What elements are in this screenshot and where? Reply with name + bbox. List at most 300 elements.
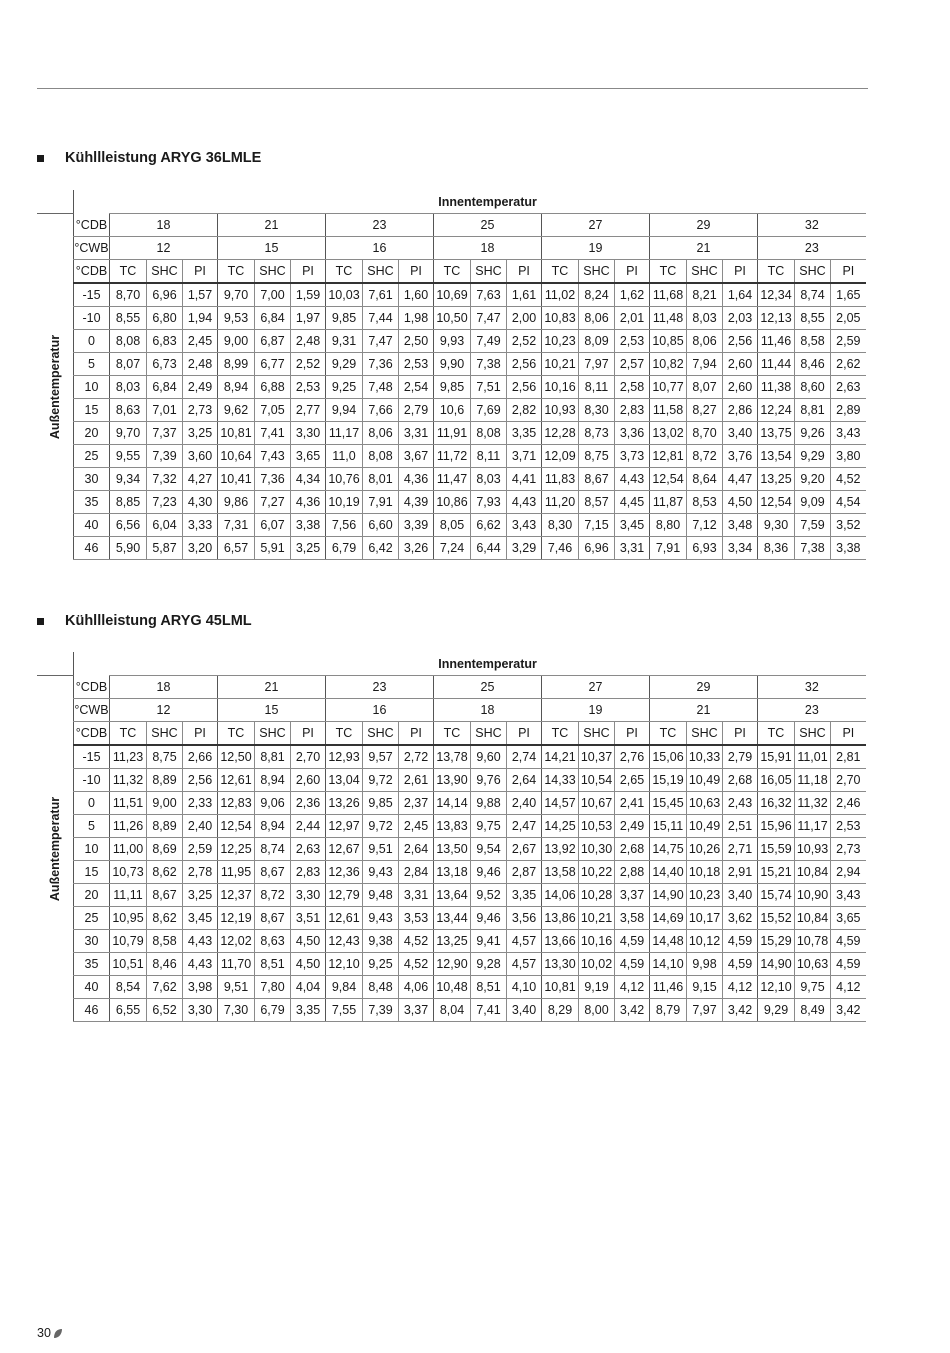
value-cell: 3,39 [399, 514, 434, 537]
value-cell: 8,58 [147, 930, 183, 953]
value-cell: 11,48 [650, 307, 687, 330]
value-cell: 2,57 [615, 353, 650, 376]
outdoor-temperature-cell: -10 [74, 769, 110, 792]
value-cell: 2,82 [507, 399, 542, 422]
value-cell: 8,06 [579, 307, 615, 330]
value-cell: 5,90 [110, 537, 147, 560]
value-cell: 9,98 [687, 953, 723, 976]
value-cell: 6,83 [147, 330, 183, 353]
value-cell: 3,25 [183, 422, 218, 445]
value-cell: 3,53 [399, 907, 434, 930]
value-cell: 10,49 [687, 769, 723, 792]
value-cell: 8,63 [255, 930, 291, 953]
cdb-label: °CDB [74, 260, 110, 284]
column-header-row [74, 722, 866, 746]
value-cell: 10,28 [579, 884, 615, 907]
value-cell: 2,63 [291, 838, 326, 861]
value-cell: 9,88 [471, 792, 507, 815]
value-cell: 9,55 [110, 445, 147, 468]
value-cell: 4,52 [831, 468, 866, 491]
value-cell: 8,49 [795, 999, 831, 1022]
cdb-value: 27 [542, 214, 650, 237]
value-cell: 15,06 [650, 745, 687, 769]
value-cell: 12,02 [218, 930, 255, 953]
column-header-tc: TC [110, 722, 147, 746]
value-cell: 2,56 [507, 376, 542, 399]
value-cell: 7,43 [255, 445, 291, 468]
value-cell: 3,56 [507, 907, 542, 930]
table-row [74, 283, 866, 307]
value-cell: 2,53 [399, 353, 434, 376]
column-header-pi: PI [831, 260, 866, 284]
value-cell: 13,04 [326, 769, 363, 792]
value-cell: 15,19 [650, 769, 687, 792]
value-cell: 9,75 [471, 815, 507, 838]
value-cell: 9,48 [363, 884, 399, 907]
value-cell: 9,41 [471, 930, 507, 953]
value-cell: 7,30 [218, 999, 255, 1022]
value-cell: 3,29 [507, 537, 542, 560]
value-cell: 9,46 [471, 907, 507, 930]
value-cell: 3,31 [615, 537, 650, 560]
table-row [74, 445, 866, 468]
value-cell: 3,30 [291, 884, 326, 907]
value-cell: 11,68 [650, 283, 687, 307]
value-cell: 2,72 [399, 745, 434, 769]
value-cell: 10,76 [326, 468, 363, 491]
cdb-label: °CDB [74, 722, 110, 746]
value-cell: 10,67 [579, 792, 615, 815]
table-2-title: Kühllleistung ARYG 45LML [65, 613, 252, 629]
value-cell: 2,87 [507, 861, 542, 884]
outdoor-temperature-cell: 40 [74, 976, 110, 999]
value-cell: 8,01 [363, 468, 399, 491]
value-cell: 12,93 [326, 745, 363, 769]
value-cell: 15,45 [650, 792, 687, 815]
value-cell: 2,40 [183, 815, 218, 838]
value-cell: 10,30 [579, 838, 615, 861]
value-cell: 13,25 [434, 930, 471, 953]
value-cell: 2,60 [291, 769, 326, 792]
value-cell: 10,50 [434, 307, 471, 330]
value-cell: 10,77 [650, 376, 687, 399]
value-cell: 8,81 [795, 399, 831, 422]
value-cell: 2,66 [183, 745, 218, 769]
table-row [74, 930, 866, 953]
cdb-value: 25 [434, 214, 542, 237]
value-cell: 14,69 [650, 907, 687, 930]
value-cell: 7,39 [147, 445, 183, 468]
value-cell: 11,01 [795, 745, 831, 769]
value-cell: 14,14 [434, 792, 471, 815]
value-cell: 8,06 [687, 330, 723, 353]
value-cell: 12,25 [218, 838, 255, 861]
value-cell: 11,44 [758, 353, 795, 376]
value-cell: 11,26 [110, 815, 147, 838]
value-cell: 9,43 [363, 861, 399, 884]
value-cell: 8,74 [255, 838, 291, 861]
value-cell: 3,65 [291, 445, 326, 468]
value-cell: 2,48 [183, 353, 218, 376]
table-row [74, 976, 866, 999]
value-cell: 8,08 [110, 330, 147, 353]
value-cell: 10,22 [579, 861, 615, 884]
value-cell: 10,16 [542, 376, 579, 399]
value-cell: 3,31 [399, 422, 434, 445]
value-cell: 2,53 [831, 815, 866, 838]
value-cell: 1,62 [615, 283, 650, 307]
value-cell: 3,48 [723, 514, 758, 537]
table-row [74, 792, 866, 815]
value-cell: 4,59 [831, 953, 866, 976]
outdoor-temperature-cell: 30 [74, 930, 110, 953]
value-cell: 12,19 [218, 907, 255, 930]
value-cell: 7,05 [255, 399, 291, 422]
value-cell: 8,67 [255, 907, 291, 930]
value-cell: 13,30 [542, 953, 579, 976]
value-cell: 14,40 [650, 861, 687, 884]
cwb-value: 16 [326, 237, 434, 260]
value-cell: 4,10 [507, 976, 542, 999]
value-cell: 7,51 [471, 376, 507, 399]
value-cell: 9,30 [758, 514, 795, 537]
value-cell: 9,76 [471, 769, 507, 792]
outdoor-temperature-cell: 35 [74, 953, 110, 976]
value-cell: 9,06 [255, 792, 291, 815]
value-cell: 2,81 [831, 745, 866, 769]
value-cell: 8,30 [542, 514, 579, 537]
value-cell: 8,89 [147, 769, 183, 792]
value-cell: 11,91 [434, 422, 471, 445]
value-cell: 4,06 [399, 976, 434, 999]
column-header-tc: TC [218, 722, 255, 746]
value-cell: 2,71 [723, 838, 758, 861]
value-cell: 7,69 [471, 399, 507, 422]
value-cell: 3,80 [831, 445, 866, 468]
value-cell: 2,41 [615, 792, 650, 815]
indoor-temperature-header: Innentemperatur [110, 190, 866, 214]
cwb-value: 23 [758, 699, 866, 722]
value-cell: 8,55 [110, 307, 147, 330]
value-cell: 7,63 [471, 283, 507, 307]
value-cell: 13,78 [434, 745, 471, 769]
value-cell: 5,87 [147, 537, 183, 560]
value-cell: 12,54 [218, 815, 255, 838]
value-cell: 2,58 [615, 376, 650, 399]
value-cell: 4,04 [291, 976, 326, 999]
value-cell: 8,36 [758, 537, 795, 560]
value-cell: 9,54 [471, 838, 507, 861]
value-cell: 9,38 [363, 930, 399, 953]
value-cell: 3,42 [615, 999, 650, 1022]
value-cell: 7,36 [363, 353, 399, 376]
value-cell: 2,59 [831, 330, 866, 353]
page-number: 30 [37, 1326, 51, 1340]
value-cell: 2,64 [507, 769, 542, 792]
value-cell: 8,07 [687, 376, 723, 399]
outdoor-temperature-cell: 10 [74, 838, 110, 861]
value-cell: 4,43 [615, 468, 650, 491]
value-cell: 7,93 [471, 491, 507, 514]
value-cell: 10,6 [434, 399, 471, 422]
value-cell: 2,84 [399, 861, 434, 884]
value-cell: 3,42 [831, 999, 866, 1022]
value-cell: 10,90 [795, 884, 831, 907]
column-header-pi: PI [291, 260, 326, 284]
value-cell: 2,45 [183, 330, 218, 353]
outdoor-temperature-cell: 5 [74, 815, 110, 838]
value-cell: 8,04 [434, 999, 471, 1022]
value-cell: 13,64 [434, 884, 471, 907]
table-row [74, 884, 866, 907]
column-header-shc: SHC [687, 260, 723, 284]
value-cell: 6,84 [255, 307, 291, 330]
value-cell: 3,38 [831, 537, 866, 560]
value-cell: 13,83 [434, 815, 471, 838]
cwb-value: 15 [218, 699, 326, 722]
value-cell: 5,91 [255, 537, 291, 560]
value-cell: 10,85 [650, 330, 687, 353]
value-cell: 10,93 [542, 399, 579, 422]
value-cell: 9,28 [471, 953, 507, 976]
value-cell: 7,66 [363, 399, 399, 422]
value-cell: 12,83 [218, 792, 255, 815]
value-cell: 3,30 [291, 422, 326, 445]
value-cell: 9,31 [326, 330, 363, 353]
cwb-value: 12 [110, 699, 218, 722]
column-header-tc: TC [326, 260, 363, 284]
value-cell: 10,02 [579, 953, 615, 976]
value-cell: 4,43 [183, 930, 218, 953]
column-header-tc: TC [434, 260, 471, 284]
value-cell: 9,85 [363, 792, 399, 815]
value-cell: 9,29 [758, 999, 795, 1022]
value-cell: 7,32 [147, 468, 183, 491]
value-cell: 2,45 [399, 815, 434, 838]
value-cell: 14,06 [542, 884, 579, 907]
value-cell: 8,57 [579, 491, 615, 514]
cwb-value: 21 [650, 699, 758, 722]
value-cell: 2,83 [291, 861, 326, 884]
value-cell: 10,03 [326, 283, 363, 307]
value-cell: 7,47 [363, 330, 399, 353]
value-cell: 6,42 [363, 537, 399, 560]
value-cell: 3,98 [183, 976, 218, 999]
value-cell: 8,07 [110, 353, 147, 376]
value-cell: 2,33 [183, 792, 218, 815]
value-cell: 4,27 [183, 468, 218, 491]
value-cell: 11,58 [650, 399, 687, 422]
value-cell: 15,11 [650, 815, 687, 838]
value-cell: 8,94 [255, 769, 291, 792]
value-cell: 6,44 [471, 537, 507, 560]
value-cell: 13,25 [758, 468, 795, 491]
value-cell: 13,54 [758, 445, 795, 468]
value-cell: 12,67 [326, 838, 363, 861]
value-cell: 3,43 [507, 514, 542, 537]
value-cell: 4,59 [723, 953, 758, 976]
value-cell: 4,59 [615, 930, 650, 953]
value-cell: 8,55 [795, 307, 831, 330]
value-cell: 10,84 [795, 907, 831, 930]
value-cell: 2,70 [831, 769, 866, 792]
value-cell: 4,57 [507, 953, 542, 976]
value-cell: 2,63 [831, 376, 866, 399]
value-cell: 13,02 [650, 422, 687, 445]
value-cell: 3,40 [723, 422, 758, 445]
value-cell: 3,35 [507, 884, 542, 907]
value-cell: 14,90 [650, 884, 687, 907]
value-cell: 7,15 [579, 514, 615, 537]
value-cell: 10,69 [434, 283, 471, 307]
cwb-value: 18 [434, 699, 542, 722]
value-cell: 4,52 [399, 953, 434, 976]
outdoor-temperature-cell: 25 [74, 445, 110, 468]
column-header-shc: SHC [795, 260, 831, 284]
corner-cell [74, 652, 110, 676]
table-row [74, 999, 866, 1022]
table-row [74, 514, 866, 537]
cdb-row [74, 676, 866, 699]
value-cell: 12,97 [326, 815, 363, 838]
value-cell: 9,29 [326, 353, 363, 376]
value-cell: 2,56 [723, 330, 758, 353]
value-cell: 11,46 [650, 976, 687, 999]
value-cell: 6,96 [579, 537, 615, 560]
cwb-value: 15 [218, 237, 326, 260]
value-cell: 3,20 [183, 537, 218, 560]
cwb-value: 16 [326, 699, 434, 722]
value-cell: 6,56 [110, 514, 147, 537]
value-cell: 10,81 [218, 422, 255, 445]
value-cell: 3,34 [723, 537, 758, 560]
value-cell: 8,67 [255, 861, 291, 884]
value-cell: 8,85 [110, 491, 147, 514]
value-cell: 12,81 [650, 445, 687, 468]
cwb-value: 18 [434, 237, 542, 260]
outdoor-temperature-cell: 0 [74, 330, 110, 353]
value-cell: 7,41 [255, 422, 291, 445]
value-cell: 14,90 [758, 953, 795, 976]
value-cell: 11,32 [795, 792, 831, 815]
cdb-value: 23 [326, 214, 434, 237]
column-header-shc: SHC [363, 260, 399, 284]
value-cell: 8,72 [255, 884, 291, 907]
leaf-icon [53, 1328, 63, 1339]
value-cell: 9,93 [434, 330, 471, 353]
value-cell: 4,50 [723, 491, 758, 514]
cwb-value: 23 [758, 237, 866, 260]
value-cell: 7,23 [147, 491, 183, 514]
table-1-title: Kühllleistung ARYG 36LMLE [65, 150, 262, 166]
value-cell: 8,70 [687, 422, 723, 445]
value-cell: 9,52 [471, 884, 507, 907]
table-row [74, 491, 866, 514]
value-cell: 8,03 [471, 468, 507, 491]
value-cell: 9,70 [110, 422, 147, 445]
value-cell: 10,78 [795, 930, 831, 953]
value-cell: 7,94 [687, 353, 723, 376]
value-cell: 11,02 [542, 283, 579, 307]
table-row [74, 861, 866, 884]
cdb-value: 27 [542, 676, 650, 699]
column-header-pi: PI [831, 722, 866, 746]
value-cell: 2,65 [615, 769, 650, 792]
value-cell: 8,73 [579, 422, 615, 445]
column-header-pi: PI [183, 722, 218, 746]
table-row [74, 769, 866, 792]
value-cell: 13,86 [542, 907, 579, 930]
value-cell: 10,63 [795, 953, 831, 976]
cwb-value: 19 [542, 699, 650, 722]
value-cell: 4,12 [831, 976, 866, 999]
value-cell: 7,38 [795, 537, 831, 560]
value-cell: 8,24 [579, 283, 615, 307]
indoor-header-row [74, 652, 866, 676]
cdb-label: °CDB [74, 676, 110, 699]
value-cell: 9,85 [326, 307, 363, 330]
value-cell: 2,52 [507, 330, 542, 353]
outdoor-temperature-cell: 25 [74, 907, 110, 930]
side-label-text: Außentemperatur [48, 334, 63, 439]
column-header-shc: SHC [363, 722, 399, 746]
value-cell: 4,12 [615, 976, 650, 999]
value-cell: 11,38 [758, 376, 795, 399]
corner-cell [74, 190, 110, 214]
value-cell: 9,57 [363, 745, 399, 769]
column-header-pi: PI [723, 260, 758, 284]
value-cell: 4,54 [831, 491, 866, 514]
value-cell: 2,03 [723, 307, 758, 330]
value-cell: 2,77 [291, 399, 326, 422]
indoor-temperature-header: Innentemperatur [110, 652, 866, 676]
value-cell: 2,44 [291, 815, 326, 838]
value-cell: 7,37 [147, 422, 183, 445]
value-cell: 15,21 [758, 861, 795, 884]
value-cell: 7,00 [255, 283, 291, 307]
value-cell: 1,97 [291, 307, 326, 330]
value-cell: 8,69 [147, 838, 183, 861]
value-cell: 2,49 [183, 376, 218, 399]
value-cell: 3,45 [615, 514, 650, 537]
value-cell: 2,73 [831, 838, 866, 861]
value-cell: 2,68 [615, 838, 650, 861]
value-cell: 9,43 [363, 907, 399, 930]
value-cell: 3,43 [831, 422, 866, 445]
column-header-tc: TC [758, 722, 795, 746]
value-cell: 12,10 [758, 976, 795, 999]
value-cell: 4,45 [615, 491, 650, 514]
value-cell: 13,75 [758, 422, 795, 445]
value-cell: 8,63 [110, 399, 147, 422]
outdoor-temperature-cell: 15 [74, 399, 110, 422]
value-cell: 1,59 [291, 283, 326, 307]
value-cell: 10,19 [326, 491, 363, 514]
value-cell: 10,17 [687, 907, 723, 930]
value-cell: 6,07 [255, 514, 291, 537]
column-header-tc: TC [110, 260, 147, 284]
outdoor-temperature-cell: -15 [74, 745, 110, 769]
value-cell: 3,71 [507, 445, 542, 468]
value-cell: 9,19 [579, 976, 615, 999]
value-cell: 2,74 [507, 745, 542, 769]
value-cell: 2,51 [723, 815, 758, 838]
value-cell: 12,90 [434, 953, 471, 976]
value-cell: 2,79 [399, 399, 434, 422]
page-footer [37, 1326, 63, 1340]
value-cell: 11,00 [110, 838, 147, 861]
value-cell: 2,00 [507, 307, 542, 330]
